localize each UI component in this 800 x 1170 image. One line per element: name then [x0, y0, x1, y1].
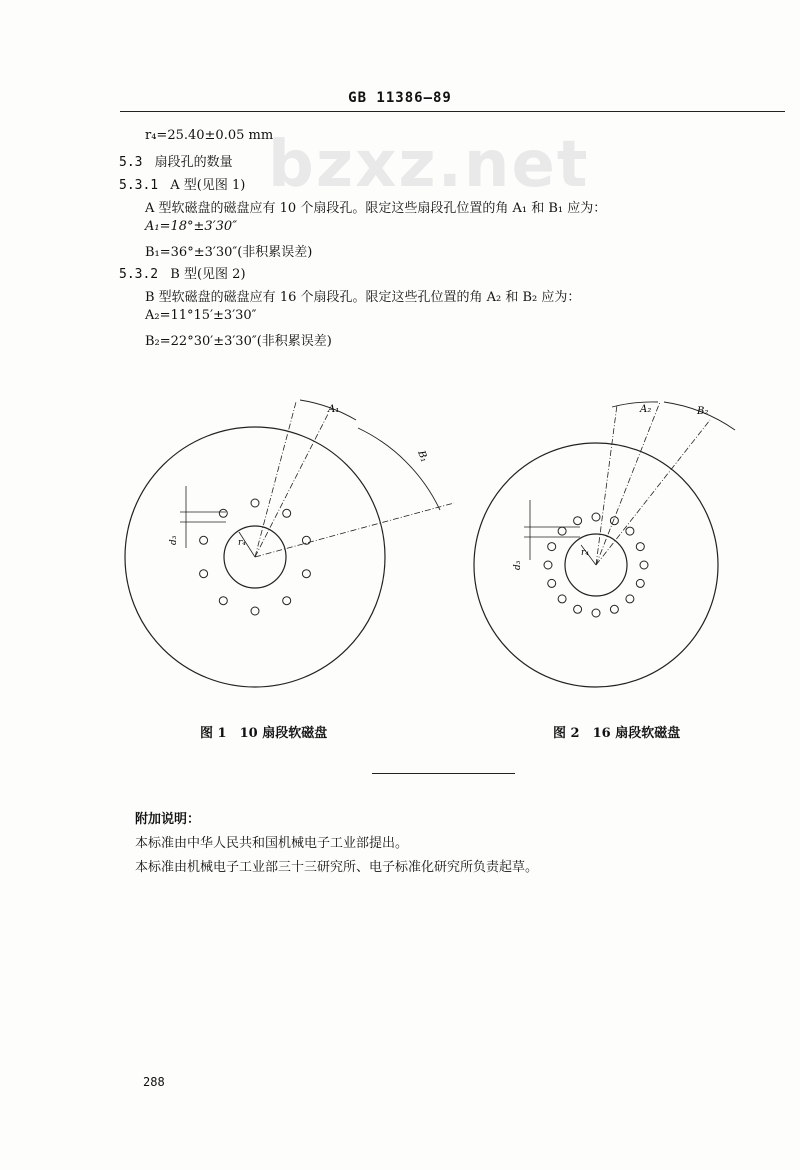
label-r4: r₄: [581, 548, 589, 558]
sector-hole: [251, 607, 259, 615]
angle-B1: B₁=36°±3′30″(非积累误差): [145, 245, 313, 260]
label-B2: B₂: [697, 406, 709, 417]
section-5-3-2-text: B 型软磁盘的磁盘应有 16 个扇段孔。限定这些孔位置的角 A₂ 和 B₂ 应为：: [145, 290, 581, 305]
label-d3: d₃: [169, 535, 179, 545]
figure-2-disk: [474, 402, 735, 687]
sector-hole: [548, 543, 556, 551]
ref-line: [255, 503, 454, 557]
section-number: 5.3.1: [119, 178, 159, 193]
r4-value: r₄=25.40±0.05 mm: [145, 128, 274, 143]
label-A2: A₂: [640, 404, 652, 415]
section-5-3-1: [119, 174, 245, 193]
sector-hole: [610, 605, 618, 613]
sector-hole: [219, 597, 227, 605]
angle-A1: A₁=18°±3′30″: [145, 219, 238, 234]
sector-hole: [592, 513, 600, 521]
section-5-3: [119, 151, 233, 170]
angle-B2: B₂=22°30′±3′30″(非积累误差): [145, 334, 332, 349]
sector-hole: [200, 570, 208, 578]
section-5-3-2: [119, 263, 246, 282]
sector-hole: [574, 517, 582, 525]
sector-hole: [636, 543, 644, 551]
standard-number-header: GB 11386—89: [348, 90, 452, 106]
sector-hole: [548, 579, 556, 587]
label-r4: r₄: [238, 538, 246, 548]
sector-hole: [636, 579, 644, 587]
sector-hole: [200, 536, 208, 544]
section-title: A 型(见图 1): [170, 178, 246, 193]
sector-hole: [219, 509, 227, 517]
section-number: 5.3.2: [119, 267, 159, 282]
sector-hole: [574, 605, 582, 613]
figure-1-caption: 图 1 10 扇段软磁盘: [200, 726, 328, 741]
sector-hole: [544, 561, 552, 569]
notes-line-1: 本标准由中华人民共和国机械电子工业部提出。: [135, 836, 409, 851]
page-number: 288: [143, 1075, 165, 1089]
section-title: 扇段孔的数量: [154, 155, 233, 170]
sector-hole: [626, 595, 634, 603]
sector-hole: [283, 509, 291, 517]
section-number: 5.3: [119, 155, 143, 170]
ref-line: [596, 420, 710, 565]
notes-title: 附加说明：: [135, 812, 201, 827]
ref-line: [255, 414, 328, 557]
label-A1: A₁: [328, 404, 340, 415]
sector-hole: [283, 597, 291, 605]
ref-line: [596, 402, 660, 565]
sector-hole: [610, 517, 618, 525]
sector-hole: [251, 499, 259, 507]
section-title: B 型(见图 2): [170, 267, 246, 282]
sector-hole: [592, 609, 600, 617]
section-5-3-1-text: A 型软磁盘的磁盘应有 10 个扇段孔。限定这些扇段孔位置的角 A₁ 和 B₁ 应为：: [145, 201, 607, 216]
separator-rule: [372, 773, 515, 774]
sector-hole: [626, 527, 634, 535]
sector-hole: [558, 595, 566, 603]
sector-hole: [302, 570, 310, 578]
sector-hole: [302, 536, 310, 544]
notes-line-2: 本标准由机械电子工业部三十三研究所、电子标准化研究所负责起草。: [135, 860, 539, 875]
sector-hole: [558, 527, 566, 535]
watermark: bzxz.net: [268, 128, 590, 202]
label-d3: d₃: [513, 560, 523, 570]
figure-2-caption: 图 2 16 扇段软磁盘: [553, 726, 681, 741]
label-B1: B₁: [415, 449, 430, 464]
ref-line: [596, 405, 617, 565]
sector-hole: [640, 561, 648, 569]
angle-A2: A₂=11°15′±3′30″: [145, 308, 257, 323]
